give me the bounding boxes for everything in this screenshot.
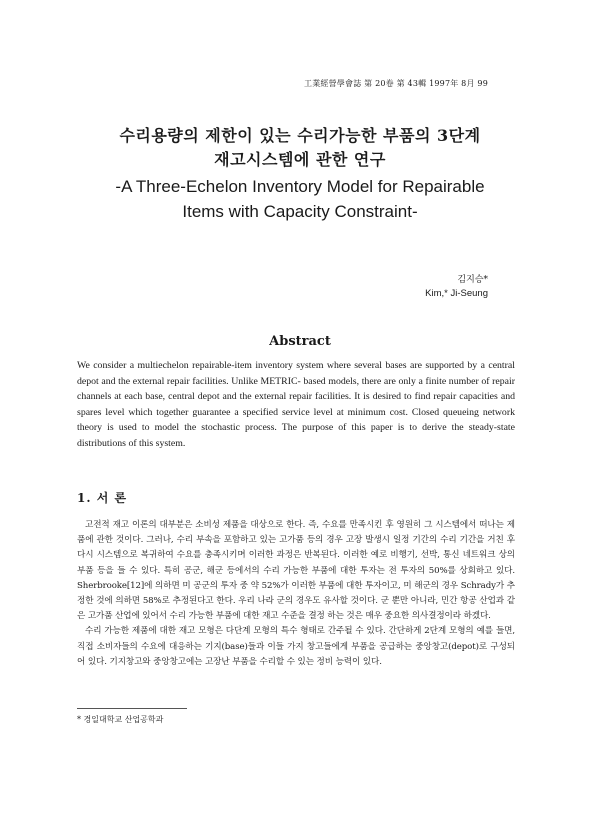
author-name-english: Kim,* Ji-Seung — [425, 288, 488, 299]
section-body-introduction — [77, 518, 515, 670]
title-english-line2: Items with Capacity Constraint- — [182, 202, 418, 221]
running-head: 工業經營學會誌 第 20卷 第 43輯 1997年 8月 99 — [304, 79, 488, 88]
footnote-affiliation: * 경일대학교 산업공학과 — [77, 715, 164, 724]
title-english-line1: -A Three-Echelon Inventory Model for Repairable — [115, 177, 485, 196]
footnote-divider — [77, 708, 187, 709]
abstract-heading: Abstract — [269, 334, 331, 349]
body-paragraph: 수리 가능한 제품에 대한 재고 모형은 다단계 모형의 특수 형태로 간주될 수 있다. 간단하게 2단계 모형의 예를 들면, 직접 소비자들의 수요에 대응하는 기지(base)들과 이들 가지 창고들에게 부품을 공급하는 중앙창고(depot)로 구성되어 있다. 기지창고와 중앙창고에는 고장난 부품을 수리할 수 있는 정비 능력이 있다. — [77, 626, 515, 667]
body-paragraph: 고전적 재고 이론의 대부분은 소비성 제품을 대상으로 한다. 즉, 수요를 만족시킨 후 영원히 그 시스템에서 떠나는 제품에 관한 것이다. 그러나, 수리 부속을 포함하고 있는 고가품 등의 경우 고장 발생시 일정 기간의 수리 기간을 거친 후 다시 시스템으로 복귀하여 수요를 충족시키며 이러한 과정은 반복된다. 이러한 예로 비행기, 선박, 통신 네트워크 상의 부품 등을 들 수 있다. 특히 공군, 해군 등에서의 수리 가능한 부품에 대한 투자는 전 투자의 50%를 상회하고 있다. Sherbrooke[12]에 의하면 미 공군의 투자 중 약 52%가 이러한 부품에 대한 투자이고, 미 해군의 경우 Schrady가 추정한 것에 의하면 58%로 추정된다고 한다. 우리 나라 군의 경우도 유사할 것이다. 군 뿐만 아니라, 민간 항공 산업과 같은 고가품 산업에 있어서 수리 가능한 부품에 대한 재고 수준을 결정 하는 것은 매우 중요한 의사결정이라 하겠다. — [77, 520, 515, 622]
title-korean-line2: 재고시스템에 관한 연구 — [214, 150, 386, 169]
abstract-text: We consider a multiechelon repairable-item inventory system where several bases are supported by a central depot and the external repair facilities. Unlike METRIC- based models, there are only a finite number of repair channels at each base, central depot and the external repair facilities. It is desired to find repair capacities and spares level which together guarantee a specified service level at minimum cost. Closed queueing network theory is used to model the stochastic process. The purpose of this paper is to derive the steady-state distributions of this system. — [77, 360, 515, 449]
title-korean-line1: 수리용량의 제한이 있는 수리가능한 부품의 3단계 — [119, 126, 481, 145]
author-name-korean: 김지승* — [457, 275, 488, 285]
section-heading-introduction: 1. 서 론 — [77, 491, 128, 505]
